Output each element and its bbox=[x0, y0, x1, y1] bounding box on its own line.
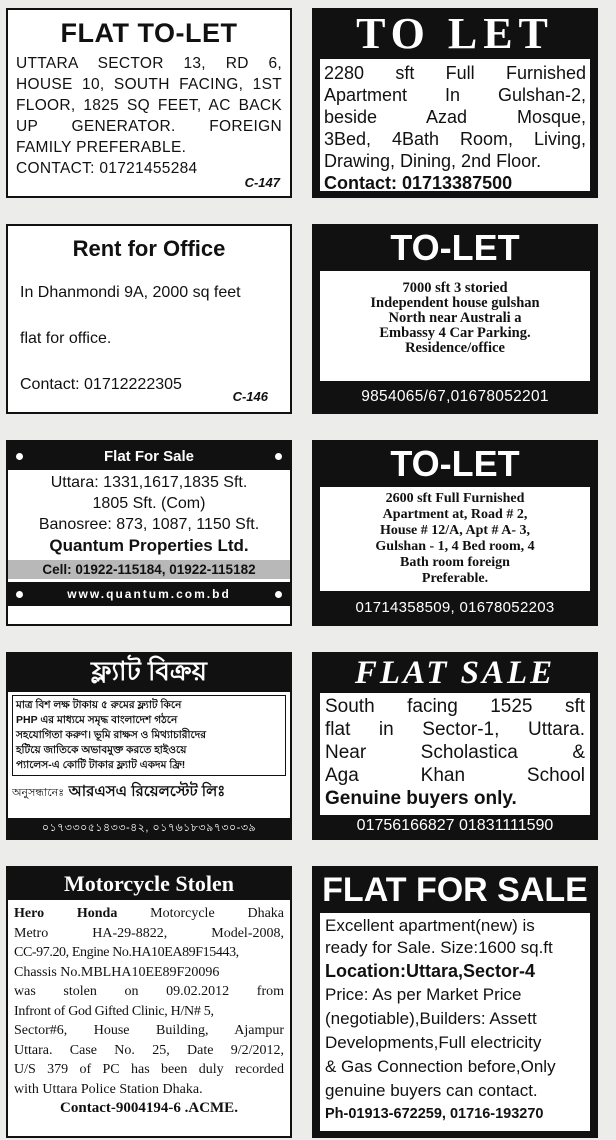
ad-line: In Dhanmondi 9A, 2000 sq feet bbox=[20, 284, 241, 301]
ad-tolet-7000-gulshan bbox=[312, 224, 598, 414]
ad-header-bar bbox=[8, 868, 290, 900]
ad-line: 2600 sft Full Furnished bbox=[385, 491, 525, 506]
ad-body bbox=[319, 58, 591, 192]
ad-line: HOUSE 10, SOUTH FACING, 1ST bbox=[16, 76, 282, 93]
ad-line: হটিয়ে জাতিকে অভাবমুক্ত করতে হাইওয়ে bbox=[16, 744, 187, 756]
ad-line: Aga Khan School bbox=[325, 765, 585, 786]
ad-body bbox=[319, 912, 591, 1132]
ad-line: with Uttara Police Station Dhaka. bbox=[14, 1081, 203, 1097]
ad-line: & Gas Connection before,Only bbox=[325, 1057, 556, 1076]
ad-line: U/S 379 of PC has been duly recorded bbox=[14, 1062, 284, 1077]
ad-body bbox=[12, 695, 286, 776]
ad-title: Motorcycle Stolen bbox=[63, 871, 235, 896]
ad-line: Embassy 4 Car Parking. bbox=[379, 325, 531, 341]
ad-phone: ০১৭৩৩০৫১৪৩৩-৪২, ০১৭৬১৮৩৯৭৩০-৩৯ bbox=[41, 821, 257, 834]
ad-line: beside Azad Mosque, bbox=[324, 107, 586, 127]
ad-flat-for-sale-sector4 bbox=[312, 866, 598, 1138]
ad-contact: Contact: 01713387500 bbox=[324, 173, 513, 193]
ad-line: Uttara. Case No. 25, Date 9/2/2012, bbox=[14, 1042, 284, 1058]
ad-contact: CONTACT: 01721455284 bbox=[16, 160, 198, 177]
ad-line: Residence/office bbox=[405, 340, 505, 356]
ad-line: FAMILY PREFERABLE. bbox=[16, 139, 187, 156]
ad-flat-sale-sector1 bbox=[312, 652, 598, 840]
ad-line-rest: Motorcycle Dhaka bbox=[117, 906, 284, 921]
ad-line: CC-97.20, Engine No.HA10EA89F15443, bbox=[14, 945, 239, 960]
ad-phone: 01714358509, 01678052203 bbox=[355, 599, 555, 616]
ad-flat-tolet-uttara bbox=[6, 8, 292, 198]
ad-body bbox=[8, 900, 290, 1119]
ad-line: Infront of God Gifted Clinic, H/N# 5, bbox=[14, 1003, 214, 1019]
ad-company: আরএসএ রিয়েলস্টেট লিঃ bbox=[68, 783, 226, 800]
ad-title: FLAT TO-LET bbox=[60, 18, 238, 48]
ad-line: 2280 sft Full Furnished bbox=[324, 63, 586, 83]
ad-code: C-146 bbox=[232, 389, 268, 404]
ad-line: Sector#6, House Building, Ajampur bbox=[14, 1023, 284, 1038]
ad-title: FLAT FOR SALE bbox=[322, 871, 588, 909]
ad-web-bar bbox=[8, 582, 290, 606]
ad-rent-office bbox=[6, 224, 292, 414]
ad-title: FLAT SALE bbox=[354, 655, 556, 691]
ad-location: Location:Uttara,Sector-4 bbox=[325, 961, 536, 981]
ad-line: 7000 sft 3 storied bbox=[402, 280, 508, 296]
ad-company-row bbox=[12, 780, 286, 805]
ad-phone: Ph-01913-672259, 01716-193270 bbox=[325, 1106, 544, 1122]
ad-bangla-flat-sale bbox=[6, 652, 292, 840]
ad-header-bar bbox=[8, 654, 290, 692]
ad-line: was stolen on 09.02.2012 from bbox=[14, 984, 284, 999]
ad-contact: Contact: 01712222305 bbox=[20, 376, 182, 393]
ad-line: Banosree: 873, 1087, 1150 Sft. bbox=[38, 516, 260, 533]
ad-line: Developments,Full electricity bbox=[325, 1033, 542, 1052]
ad-to-let-gulshan bbox=[312, 8, 598, 198]
ad-company-label: অনুসন্ধানেঃ bbox=[12, 787, 65, 799]
ad-title: TO LET bbox=[356, 9, 554, 58]
ad-line: Excellent apartment(new) is bbox=[325, 916, 535, 935]
bullet-icon bbox=[275, 453, 282, 460]
ad-line: Drawing, Dining, 2nd Floor. bbox=[324, 151, 542, 171]
ad-contact: Contact-9004194-6 .ACME. bbox=[60, 1100, 238, 1116]
ad-phone: 01756166827 01831111590 bbox=[356, 817, 554, 834]
ad-line: Preferable. bbox=[421, 571, 489, 586]
ad-body bbox=[319, 270, 591, 382]
ad-title: ফ্ল্যাট বিক্রয় bbox=[91, 656, 207, 686]
ad-flat-for-sale-quantum bbox=[6, 440, 292, 626]
ad-title: Rent for Office bbox=[72, 236, 226, 261]
ad-line: 3Bed, 4Bath Room, Living, bbox=[324, 129, 586, 149]
ad-line: সহযোগিতা করুণ। ভূমি রাক্ষস ও মিথ্যাচারীদের bbox=[16, 729, 207, 741]
ad-line: UP GENERATOR. FOREIGN bbox=[16, 118, 282, 135]
ad-website: www.quantum.com.bd bbox=[67, 587, 231, 601]
ad-line: Price: As per Market Price bbox=[325, 985, 522, 1004]
ad-line: North near Australi a bbox=[388, 310, 522, 326]
ad-line: UTTARA SECTOR 13, RD 6, bbox=[16, 55, 282, 72]
ad-line: Near Scholastica & bbox=[325, 742, 585, 763]
ad-company: Quantum Properties Ltd. bbox=[49, 536, 249, 555]
ad-phone-bar bbox=[8, 818, 290, 838]
ad-line: FLOOR, 1825 SQ FEET, AC BACK bbox=[16, 97, 282, 114]
ad-line: প্যালেস-এ কোটি টাকার ফ্ল্যাট একদম ফ্রি! bbox=[16, 759, 186, 771]
ad-genuine: Genuine buyers only. bbox=[325, 788, 517, 809]
ad-line: Apartment at, Road # 2, bbox=[382, 507, 528, 522]
ad-line: Metro HA-29-8822, Model-2008, bbox=[14, 925, 284, 941]
ad-line: Bath room foreign bbox=[400, 555, 510, 570]
ad-body bbox=[319, 692, 591, 816]
ad-cell: Cell: 01922-115184, 01922-115182 bbox=[8, 560, 290, 579]
ad-line: flat for office. bbox=[20, 330, 112, 347]
ad-title: Flat For Sale bbox=[103, 447, 195, 465]
ad-lead: Hero Honda bbox=[14, 906, 118, 921]
ad-code: C-147 bbox=[244, 175, 280, 190]
bullet-icon bbox=[275, 591, 282, 598]
ad-line: ready for Sale. Size:1600 sq.ft bbox=[325, 938, 553, 957]
ad-line: মাত্র বিশ লক্ষ টাকায় ৫ রুমের ফ্ল্যাট কিনে bbox=[16, 699, 182, 711]
ad-line bbox=[14, 904, 284, 924]
ad-title: TO-LET bbox=[390, 443, 520, 484]
ad-title: TO-LET bbox=[390, 227, 520, 268]
ad-header-bar bbox=[8, 442, 290, 470]
ad-line: House # 12/A, Apt # A- 3, bbox=[379, 523, 531, 538]
ad-phone: 9854065/67,01678052201 bbox=[361, 388, 549, 405]
ad-tolet-2600-gulshan bbox=[312, 440, 598, 626]
ad-line: Apartment In Gulshan-2, bbox=[324, 85, 586, 105]
ad-motorcycle-stolen bbox=[6, 866, 292, 1138]
bullet-icon bbox=[16, 591, 23, 598]
ad-line: flat in Sector-1, Uttara. bbox=[325, 719, 585, 740]
ad-line: PHP এর মাধ্যমে সমৃদ্ধ বাংলাদেশ গঠনে bbox=[16, 714, 178, 726]
bullet-icon bbox=[16, 453, 23, 460]
ad-line: South facing 1525 sft bbox=[325, 696, 585, 717]
ad-line: genuine buyers can contact. bbox=[325, 1081, 538, 1100]
ad-body bbox=[319, 486, 591, 592]
ad-line: (negotiable),Builders: Assett bbox=[325, 1009, 537, 1028]
ad-line: Uttara: 1331,1617,1835 Sft. bbox=[50, 474, 248, 491]
ad-line: Chassis No.MBLHA10EE89F20096 bbox=[14, 964, 220, 980]
ad-line: 1805 Sft. (Com) bbox=[92, 495, 206, 512]
ad-line: Independent house gulshan bbox=[370, 295, 540, 311]
ad-line: Gulshan - 1, 4 Bed room, 4 bbox=[375, 539, 535, 554]
